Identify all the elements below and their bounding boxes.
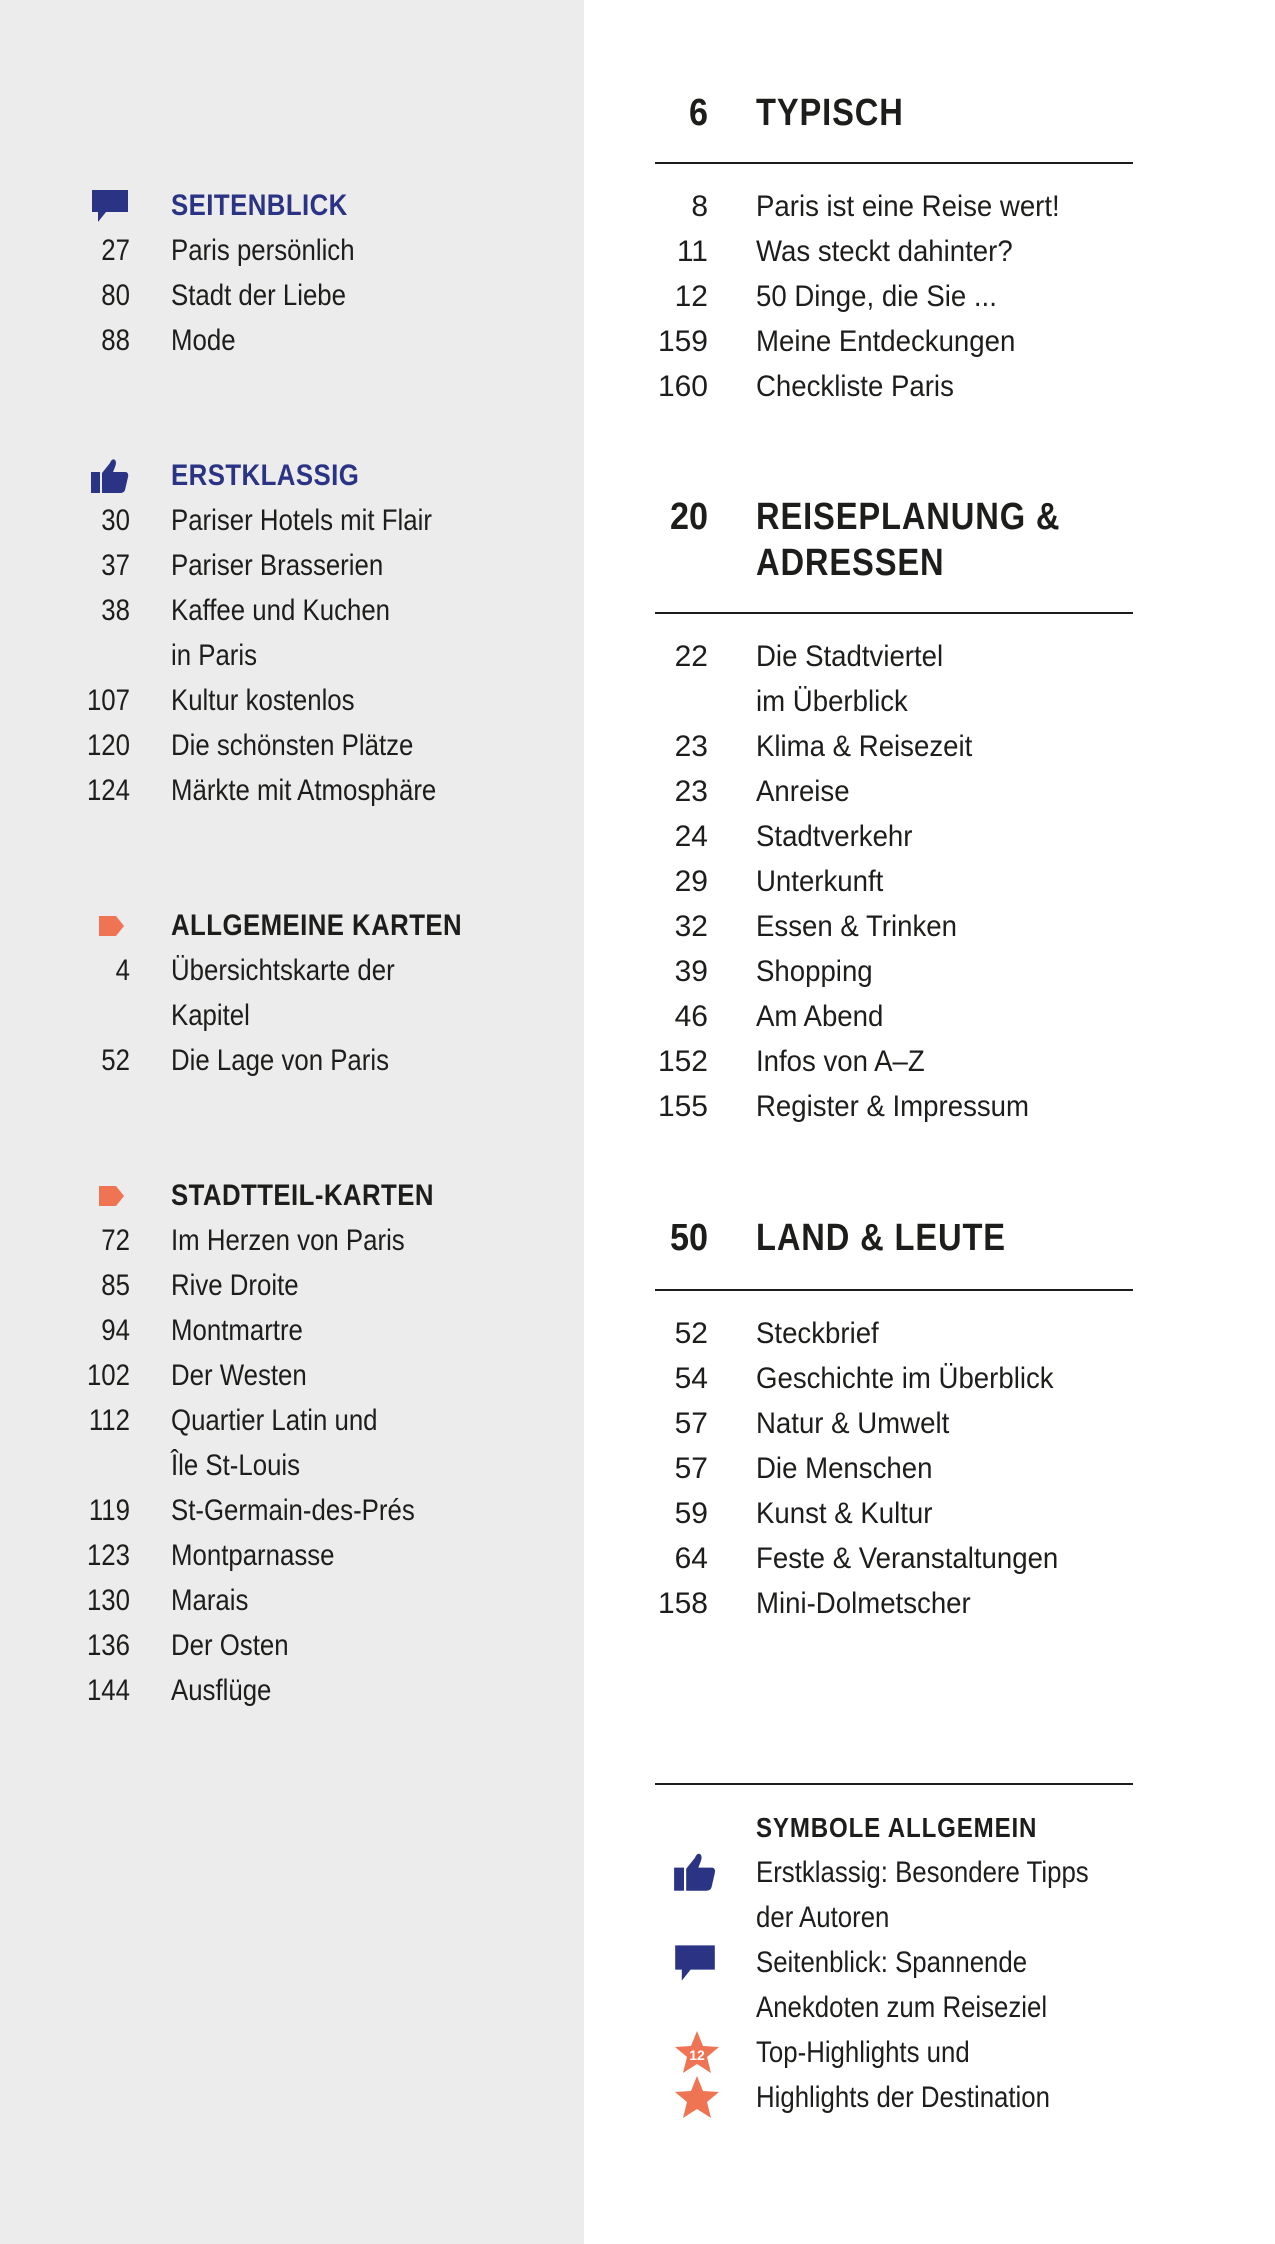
page-number: 159 bbox=[657, 325, 708, 358]
section-land-leute bbox=[655, 1215, 1135, 1620]
entry-text: Paris persönlich bbox=[171, 234, 355, 267]
page-number: 59 bbox=[674, 1497, 708, 1530]
list-item bbox=[655, 1039, 1135, 1084]
list-item bbox=[655, 364, 1135, 409]
entry-text: Unterkunft bbox=[756, 865, 884, 898]
page-number: 52 bbox=[674, 1317, 708, 1350]
list-item bbox=[0, 1443, 584, 1488]
list-item bbox=[655, 1401, 1135, 1446]
entry-text: Mini-Dolmetscher bbox=[756, 1587, 971, 1620]
list-item bbox=[655, 1536, 1135, 1581]
entry-text: Anreise bbox=[756, 775, 850, 808]
entry-text: Checkliste Paris bbox=[756, 370, 954, 403]
entry-text: Die Lage von Paris bbox=[171, 1044, 389, 1077]
list-item bbox=[0, 633, 584, 678]
page-number: 136 bbox=[86, 1629, 130, 1662]
section-reiseplanung bbox=[655, 494, 1135, 1123]
entry-text: Register & Impressum bbox=[756, 1090, 1030, 1123]
list-item bbox=[0, 228, 584, 273]
entry-list bbox=[655, 634, 1135, 1129]
entry-text: Übersichtskarte der bbox=[171, 954, 395, 987]
page-number: 27 bbox=[101, 234, 130, 267]
entry-text: Feste & Veranstaltungen bbox=[756, 1542, 1059, 1575]
entry-text: Ausflüge bbox=[171, 1674, 272, 1707]
thumbs-up-icon bbox=[90, 457, 130, 495]
entry-text: Stadt der Liebe bbox=[171, 279, 346, 312]
entry-text: Kunst & Kultur bbox=[756, 1497, 933, 1530]
page-number: 123 bbox=[86, 1539, 130, 1572]
section-header bbox=[0, 183, 584, 228]
entry-text: Kapitel bbox=[171, 999, 250, 1032]
page-number: 144 bbox=[86, 1674, 130, 1707]
list-item bbox=[655, 1446, 1135, 1491]
list-item bbox=[655, 274, 1135, 319]
page-number: 46 bbox=[674, 1000, 708, 1033]
page-number: 39 bbox=[674, 955, 708, 988]
legend-title: SYMBOLE ALLGEMEIN bbox=[756, 1812, 1038, 1843]
entry-text: Île St-Louis bbox=[171, 1449, 301, 1482]
page-number: 22 bbox=[674, 640, 708, 673]
page-number: 52 bbox=[101, 1044, 130, 1077]
list-item bbox=[655, 769, 1135, 814]
section-page-number: 50 bbox=[669, 1217, 708, 1259]
section-typisch bbox=[655, 90, 1135, 403]
section-title: ERSTKLASSIG bbox=[171, 459, 360, 492]
list-item bbox=[0, 1533, 584, 1578]
list-item bbox=[655, 634, 1135, 679]
entry-text: Der Westen bbox=[171, 1359, 307, 1392]
page-number: 11 bbox=[676, 235, 708, 268]
page-number: 94 bbox=[101, 1314, 130, 1347]
legend-line: Highlights der Destination bbox=[756, 2081, 1050, 2114]
page-number: 23 bbox=[674, 730, 708, 763]
list-item bbox=[0, 723, 584, 768]
entry-text: Shopping bbox=[756, 955, 873, 988]
section-title-line-2: ADRESSEN bbox=[756, 542, 945, 584]
section-header bbox=[655, 494, 1135, 586]
section-title: STADTTEIL-KARTEN bbox=[171, 1179, 434, 1212]
section-header bbox=[655, 1215, 1135, 1261]
entry-text: Im Herzen von Paris bbox=[171, 1224, 405, 1257]
map-tag-icon bbox=[90, 907, 130, 945]
entry-text: Mode bbox=[171, 324, 236, 357]
page-number: 158 bbox=[657, 1587, 708, 1620]
entry-text: Rive Droite bbox=[171, 1269, 299, 1302]
page-number: 64 bbox=[674, 1542, 708, 1575]
section-erstklassig bbox=[0, 453, 584, 813]
list-item bbox=[0, 1308, 584, 1353]
section-rule bbox=[655, 612, 1133, 614]
page-number: 130 bbox=[86, 1584, 130, 1617]
entry-text: Der Osten bbox=[171, 1629, 289, 1662]
list-item bbox=[0, 1578, 584, 1623]
page-number: 29 bbox=[674, 865, 708, 898]
entry-text: Infos von A–Z bbox=[756, 1045, 925, 1078]
list-item bbox=[0, 1218, 584, 1263]
thumbs-up-icon bbox=[673, 1850, 717, 1894]
entry-text: Montmartre bbox=[171, 1314, 303, 1347]
list-item bbox=[655, 1356, 1135, 1401]
legend-line: der Autoren bbox=[756, 1901, 890, 1934]
section-title: SEITENBLICK bbox=[171, 189, 348, 222]
entry-text: Steckbrief bbox=[756, 1317, 879, 1350]
list-item bbox=[0, 273, 584, 318]
entry-text: Klima & Reisezeit bbox=[756, 730, 973, 763]
page-number: 24 bbox=[674, 820, 708, 853]
entry-text: Was steckt dahinter? bbox=[756, 235, 1013, 268]
section-header bbox=[0, 903, 584, 948]
page-number: 38 bbox=[101, 594, 130, 627]
entry-text: Pariser Brasserien bbox=[171, 549, 384, 582]
list-item bbox=[655, 1311, 1135, 1356]
page-number: 54 bbox=[674, 1362, 708, 1395]
section-title: TYPISCH bbox=[756, 92, 904, 134]
page-number: 88 bbox=[101, 324, 130, 357]
entry-text: Geschichte im Überblick bbox=[756, 1362, 1054, 1395]
list-item bbox=[0, 1398, 584, 1443]
star-number: 12 bbox=[689, 2047, 705, 2063]
list-item bbox=[0, 498, 584, 543]
entry-text: Quartier Latin und bbox=[171, 1404, 378, 1437]
star-icon bbox=[673, 2074, 717, 2122]
list-item bbox=[655, 679, 1135, 724]
entry-text: Marais bbox=[171, 1584, 249, 1617]
entry-text: im Überblick bbox=[756, 685, 908, 718]
page-number: 152 bbox=[657, 1045, 708, 1078]
page-number: 4 bbox=[115, 954, 130, 987]
entry-text: in Paris bbox=[171, 639, 258, 672]
section-title: LAND & LEUTE bbox=[756, 1217, 1006, 1259]
numbered-star-icon bbox=[673, 2029, 717, 2077]
entry-text: Kaffee und Kuchen bbox=[171, 594, 391, 627]
section-header bbox=[655, 90, 1135, 136]
list-item bbox=[0, 318, 584, 363]
legend-line: Top-Highlights und bbox=[756, 2036, 970, 2069]
page-number: 57 bbox=[674, 1407, 708, 1440]
list-item bbox=[655, 859, 1135, 904]
list-item bbox=[0, 1038, 584, 1083]
page-number: 57 bbox=[674, 1452, 708, 1485]
speech-bubble-icon bbox=[673, 1941, 717, 1985]
entry-text: Meine Entdeckungen bbox=[756, 325, 1016, 358]
speech-bubble-icon bbox=[90, 187, 130, 225]
entry-text: Natur & Umwelt bbox=[756, 1407, 950, 1440]
section-header bbox=[0, 453, 584, 498]
section-stadtteil-karten bbox=[0, 1173, 584, 1713]
entry-list bbox=[655, 184, 1135, 409]
legend-line: Erstklassig: Besondere Tipps bbox=[756, 1856, 1089, 1889]
entry-text: Essen & Trinken bbox=[756, 910, 957, 943]
legend-line: Anekdoten zum Reiseziel bbox=[756, 1991, 1048, 2024]
page-number: 80 bbox=[101, 279, 130, 312]
list-item bbox=[655, 184, 1135, 229]
section-seitenblick bbox=[0, 183, 584, 363]
list-item bbox=[0, 993, 584, 1038]
entry-text: Die Stadtviertel bbox=[756, 640, 944, 673]
page-number: 119 bbox=[88, 1494, 130, 1527]
page-number: 23 bbox=[674, 775, 708, 808]
list-item bbox=[0, 1353, 584, 1398]
section-page-number: 6 bbox=[688, 92, 708, 134]
list-item bbox=[0, 1668, 584, 1713]
list-item bbox=[0, 948, 584, 993]
page-number: 112 bbox=[88, 1404, 130, 1437]
list-item bbox=[0, 768, 584, 813]
entry-text: Stadtverkehr bbox=[756, 820, 913, 853]
page-number: 8 bbox=[691, 190, 708, 223]
entry-text: Märkte mit Atmosphäre bbox=[171, 774, 437, 807]
entry-text: Die Menschen bbox=[756, 1452, 933, 1485]
entry-text: Paris ist eine Reise wert! bbox=[756, 190, 1060, 223]
list-item bbox=[655, 814, 1135, 859]
entry-text: St-Germain-des-Prés bbox=[171, 1494, 415, 1527]
list-item bbox=[655, 994, 1135, 1039]
page-number: 12 bbox=[674, 280, 708, 313]
list-item bbox=[0, 1623, 584, 1668]
list-item bbox=[655, 724, 1135, 769]
list-item bbox=[655, 319, 1135, 364]
list-item bbox=[655, 1581, 1135, 1626]
entry-text: Die schönsten Plätze bbox=[171, 729, 414, 762]
section-rule bbox=[655, 1289, 1133, 1291]
page-number: 72 bbox=[101, 1224, 130, 1257]
section-page-number: 20 bbox=[669, 496, 708, 538]
entry-list bbox=[655, 1311, 1135, 1626]
page-number: 120 bbox=[86, 729, 130, 762]
legend-rule bbox=[655, 1783, 1133, 1785]
page-number: 30 bbox=[101, 504, 130, 537]
legend-line: Seitenblick: Spannende bbox=[756, 1946, 1028, 1979]
page-number: 37 bbox=[101, 549, 130, 582]
page-number: 155 bbox=[657, 1090, 708, 1123]
map-tag-icon bbox=[90, 1177, 130, 1215]
entry-text: Pariser Hotels mit Flair bbox=[171, 504, 432, 537]
entry-text: Kultur kostenlos bbox=[171, 684, 355, 717]
page-number: 102 bbox=[86, 1359, 130, 1392]
section-title-line-1: REISEPLANUNG & bbox=[756, 496, 1061, 538]
list-item bbox=[0, 543, 584, 588]
entry-text: Am Abend bbox=[756, 1000, 884, 1033]
section-title: ALLGEMEINE KARTEN bbox=[171, 909, 463, 942]
page-number: 160 bbox=[657, 370, 708, 403]
section-rule bbox=[655, 162, 1133, 164]
entry-text: 50 Dinge, die Sie ... bbox=[756, 280, 997, 313]
list-item bbox=[0, 678, 584, 723]
list-item bbox=[655, 1084, 1135, 1129]
list-item bbox=[0, 1488, 584, 1533]
page-number: 107 bbox=[86, 684, 130, 717]
list-item bbox=[655, 229, 1135, 274]
entry-text: Montparnasse bbox=[171, 1539, 335, 1572]
section-header bbox=[0, 1173, 584, 1218]
list-item bbox=[655, 1491, 1135, 1536]
list-item bbox=[0, 1263, 584, 1308]
section-allgemeine-karten bbox=[0, 903, 584, 1083]
page-number: 85 bbox=[101, 1269, 130, 1302]
list-item bbox=[655, 949, 1135, 994]
page-number: 32 bbox=[674, 910, 708, 943]
page-number: 124 bbox=[86, 774, 130, 807]
list-item bbox=[0, 588, 584, 633]
list-item bbox=[655, 904, 1135, 949]
